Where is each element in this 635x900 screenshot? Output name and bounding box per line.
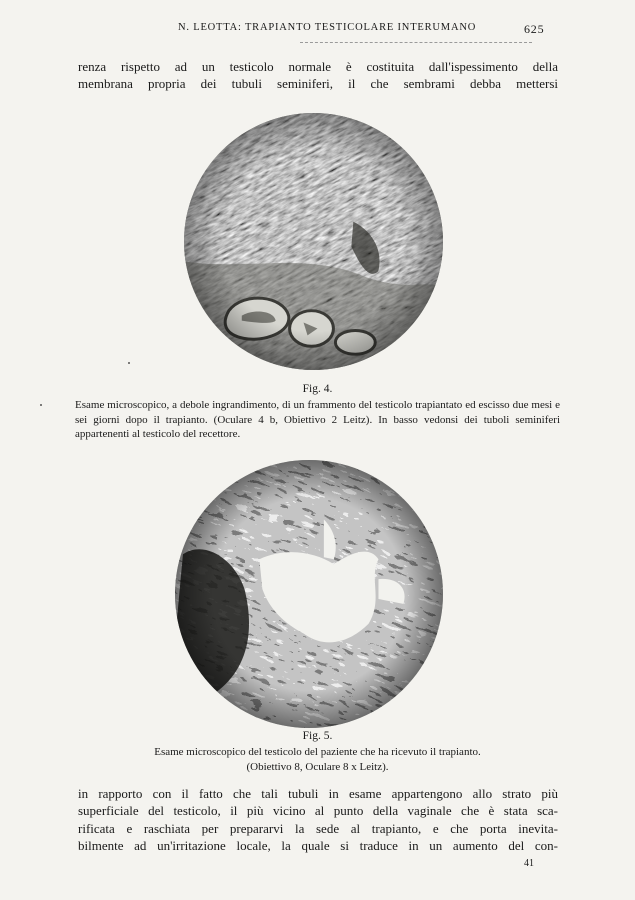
figure-5-caption-line: Esame microscopico del testicolo del paziente che ha ricevuto il trapianto. (154, 745, 481, 758)
figure-5-caption-line: (Obiettivo 8, Oculare 8 x Leitz). (246, 760, 389, 773)
paragraph-line: in rapporto con il fatto che tali tubuli in esame appartengono allo strato più (78, 786, 558, 801)
figure-4-micrograph (184, 113, 443, 370)
page-number: 625 (524, 22, 545, 36)
header-rule (300, 42, 532, 43)
paragraph-line: membrana propria dei tubuli seminiferi, il che sembrami debba mettersi (78, 76, 558, 92)
paragraph-top (78, 58, 558, 93)
figure-5-micrograph (175, 460, 443, 728)
paragraph-line: renza rispetto ad un testicolo normale è costituita dall'ispessimento della (78, 59, 558, 74)
figure-5-image (175, 460, 443, 728)
print-speck (128, 362, 130, 364)
figure-4-caption (75, 382, 560, 442)
running-title: N. LEOTTA: TRAPIANTO TESTICOLARE INTERUMANO (178, 22, 477, 33)
figure-4-label: Fig. 4. (302, 383, 333, 395)
signature-mark: 41 (524, 858, 534, 869)
paragraph-line: rificata e raschiata per prepararvi la sede al trapianto, e che porta inevita- (78, 820, 558, 836)
figure-4-caption-text: Esame microscopico, a debole ingrandimento, di un frammento del testicolo trapiantato ed escisso due mesi e sei giorni dopo il trapianto. (Oculare 4 b, Obiettivo 2 Leitz). In basso vedonsi dei tuboli seminiferi appartenenti al testicolo del recettore. (75, 398, 560, 441)
paragraph-bottom (78, 785, 558, 855)
print-speck (40, 404, 42, 406)
paragraph-line: bilmente ad un'irritazione locale, la quale si traduce in un aumento del con- (78, 838, 558, 854)
paragraph-line: superficiale del testicolo, il più vicino al punto della vaginale che è stata sca- (78, 803, 558, 819)
figure-4-image (184, 113, 443, 370)
figure-5-caption (75, 729, 560, 774)
figure-5-label: Fig. 5. (302, 730, 333, 742)
